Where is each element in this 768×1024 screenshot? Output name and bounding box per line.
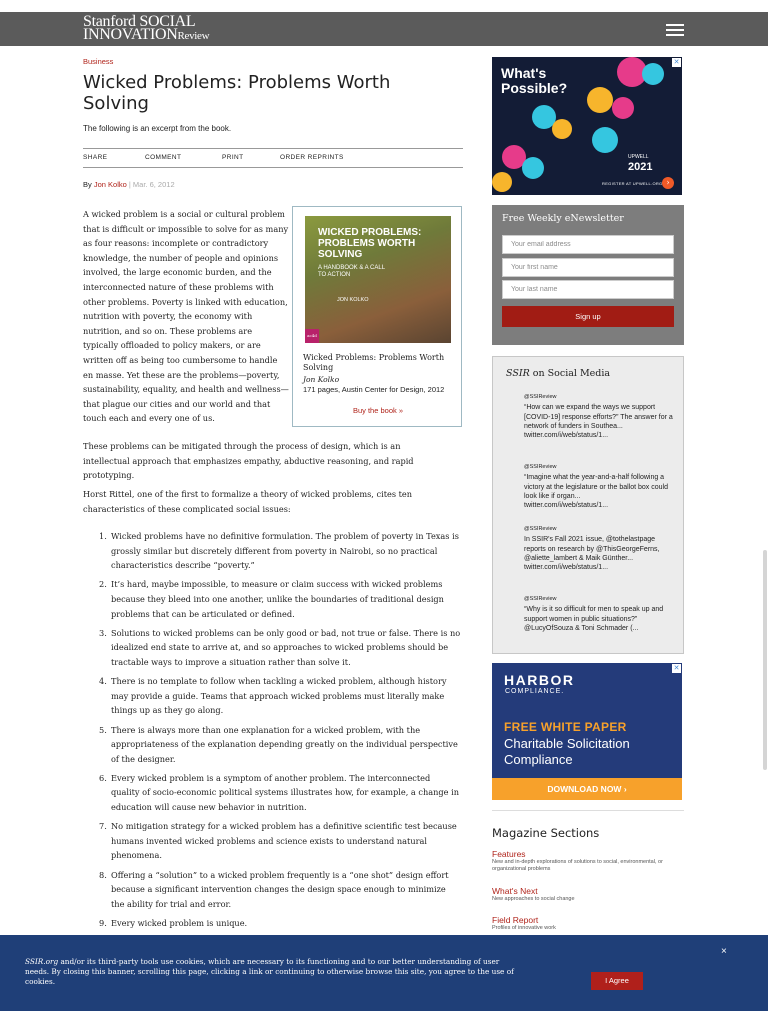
book-cover-image[interactable]	[305, 216, 451, 343]
article-paragraph-2: Horst Rittel, one of the first to formalize a theory of wicked problems, cites ten characteristics of these complicated social issues:	[83, 489, 413, 514]
last-name-field[interactable]	[502, 280, 674, 299]
list-item: 7. No mitigation strategy for a wicked problem has a definitive scientific test because humans invented wicked problems and science exists to understand natural phenomena.	[99, 821, 457, 861]
ad-close-icon[interactable]: ✕	[673, 665, 680, 672]
list-item: 5. There is always more than one explanation for a wicked problem, with the appropriateness of the explanation depending greatly on the individual perspective of the designer.	[99, 724, 458, 764]
article-paragraph-1: A wicked problem is a social or cultural problem that is difficult or impossible to solve for as many as four reasons: incomplete or contradictory knowledge, the number of people and opinions involved, the large economic burden, and the interconnected nature of these problems with other problems. Poverty is linked with education, nutrition with poverty, the economy with nutrition, and so on. These problems are typically offloaded to policy makers, or are written off as being too cumbersome to handle en masse. Yet these are the problems—poverty, sustainability, equality, and health and wellness—that plague our cities and our world and that touch each and every one of us.	[83, 209, 289, 424]
author-link[interactable]: Jon Kolko	[93, 180, 127, 189]
tweet: @SSIReview “Imagine what the year-and-a-half following a victory at the legislature or the ballot box could look like if organ... twitter.com/i/web/status/1...	[524, 463, 674, 510]
book-cover-badge: ac4d	[305, 329, 319, 343]
social-heading: SSIR on Social Media	[506, 368, 611, 379]
newsletter-signup	[492, 205, 684, 345]
site-logo[interactable]	[83, 15, 209, 43]
print-link[interactable]: PRINT	[222, 154, 244, 161]
ad-brand-sub: COMPLIANCE.	[505, 688, 565, 695]
magazine-sections	[492, 810, 684, 931]
book-cover-author: JON KOLKO	[337, 297, 369, 303]
share-bar	[83, 148, 463, 168]
social-media-panel	[492, 356, 684, 654]
signup-button[interactable]: Sign up	[502, 306, 674, 327]
list-item: 6. Every wicked problem is a symptom of another problem. The interconnected quality of socio-economic political systems illustrates how, for example, a change in education will cause new behavior in nutrition.	[99, 772, 459, 813]
comment-link[interactable]: COMMENT	[145, 154, 182, 161]
list-item: 8. Offering a “solution” to a wicked problem frequently is a “one shot” design effort because a significant intervention changes the design space enough to minimize the ability for trial and error.	[99, 869, 449, 909]
agree-button[interactable]: I Agree	[591, 972, 643, 990]
buy-book-link[interactable]: Buy the book »	[352, 406, 404, 415]
share-link[interactable]: SHARE	[83, 154, 108, 161]
download-now-button[interactable]: DOWNLOAD NOW ›	[492, 778, 682, 800]
arrow-right-icon: ›	[662, 177, 674, 189]
list-item: 4. There is no template to follow when tackling a wicked problem, although history may provide a guide. Teams that approach wicked problems must literally make things up as they go along.	[99, 676, 447, 716]
order-reprints-link[interactable]: ORDER REPRINTS	[280, 154, 344, 161]
newsletter-heading: Free Weekly eNewsletter	[502, 213, 624, 224]
first-name-field[interactable]	[502, 258, 674, 277]
byline: By Jon Kolko | Mar. 6, 2012	[83, 180, 175, 189]
book-info: 171 pages, Austin Center for Design, 2012	[303, 385, 445, 394]
tweet: @SSIReview “How can we expand the ways we support [COVID-19] response efforts?” The answer for a network of funders in Southea... twitter.com/i/web/status/1...	[524, 394, 673, 440]
ad-headline: What's Possible?	[501, 65, 568, 96]
harbor-compliance-ad[interactable]	[492, 663, 682, 800]
book-title: Wicked Problems: Problems Worth Solving	[303, 353, 445, 372]
ad-close-icon[interactable]: ✕	[673, 59, 680, 66]
article-paragraph-1-end: These problems can be mitigated through the process of design, which is an intellectual approach that emphasizes empathy, abductive reasoning, and rapid prototyping.	[83, 441, 414, 481]
list-item: 2. It’s hard, maybe impossible, to measure or claim success with wicked problems because they bleed into one another, unlike the boundaries of traditional design problems that can be articulated or defined.	[99, 579, 444, 619]
scrollbar-thumb[interactable]	[763, 550, 767, 770]
article-title: Wicked Problems: Problems Worth Solving	[83, 72, 391, 114]
tweet-link[interactable]: twitter.com/i/web/status/1...	[524, 502, 609, 510]
publish-date: | Mar. 6, 2012	[128, 180, 175, 189]
magazine-sections-heading: Magazine Sections	[492, 826, 600, 840]
ad-title: Charitable Solicitation Compliance	[504, 736, 630, 767]
logo-line2: INNOVATIONReview	[83, 26, 210, 43]
close-icon[interactable]: ×	[721, 946, 727, 957]
list-item: 9. Every wicked problem is unique.	[99, 918, 248, 928]
section-whats-next[interactable]: What's Next New approaches to social change	[492, 886, 575, 902]
logo-line1: Stanford SOCIAL	[83, 13, 196, 30]
email-field[interactable]	[502, 235, 674, 254]
tweet: @SSIReview In SSIR's Fall 2021 issue, @tothelastpage reports on research by @ThisGeorgeFerns, @aliette_lambert & Maik Günther... twitter.com/i/web/status/1...	[524, 525, 674, 572]
menu-icon[interactable]	[666, 24, 684, 36]
upwell-ad[interactable]	[492, 57, 682, 195]
tweet-link[interactable]: twitter.com/i/web/status/1...	[524, 432, 609, 440]
cookie-text: SSIR.org and/or its third-party tools use cookies, which are necessary to its functioning and to our better understanding of user needs. By closing this banner, scrolling this page, clicking a link or continuing to otherwise browse this site, you agree to the use of cookies.	[25, 957, 514, 986]
section-field-report[interactable]: Field Report Profiles of innovative work	[492, 915, 556, 931]
article-excerpt-note: The following is an excerpt from the book.	[83, 124, 232, 133]
section-features[interactable]: Features New and in-depth explorations of solutions to social, environmental, or organizational problems	[492, 849, 663, 872]
ad-year: 2021	[628, 161, 653, 173]
characteristics-list	[99, 529, 461, 935]
list-item: 1. Wicked problems have no definitive formulation. The problem of poverty in Texas is grossly similar but discretely different from poverty in Nairobi, so no practical characteristics describe “poverty.”	[99, 531, 459, 571]
book-cover-title: WICKED PROBLEMS: PROBLEMS WORTH SOLVING	[318, 227, 422, 260]
book-author: Jon Kolko	[303, 375, 340, 384]
cookie-banner	[0, 935, 768, 1011]
tweet-link[interactable]: twitter.com/i/web/status/1...	[524, 564, 609, 572]
site-header	[0, 12, 768, 46]
book-cover-subtitle: A HANDBOOK & A CALL TO ACTION	[318, 265, 385, 278]
book-promo	[292, 206, 462, 427]
article-category[interactable]: Business	[83, 57, 114, 66]
ad-brand: HARBOR	[504, 672, 575, 688]
list-item: 3. Solutions to wicked problems can be only good or bad, not true or false. There is no idealized end state to arrive at, and so approaches to wicked problems should be tractable ways to improve a situation rather than solve it.	[99, 627, 461, 667]
ad-register-text: REGISTER AT UPWELL.ORG	[602, 181, 663, 186]
tweet: @SSIReview “Why is it so difficult for men to speak up and support women in public situations?” @LucyOfSouza & Toni Schmader (...	[524, 596, 664, 632]
ad-brand: UPWELL	[628, 154, 649, 160]
ad-free-white-paper: FREE WHITE PAPER	[504, 720, 627, 734]
